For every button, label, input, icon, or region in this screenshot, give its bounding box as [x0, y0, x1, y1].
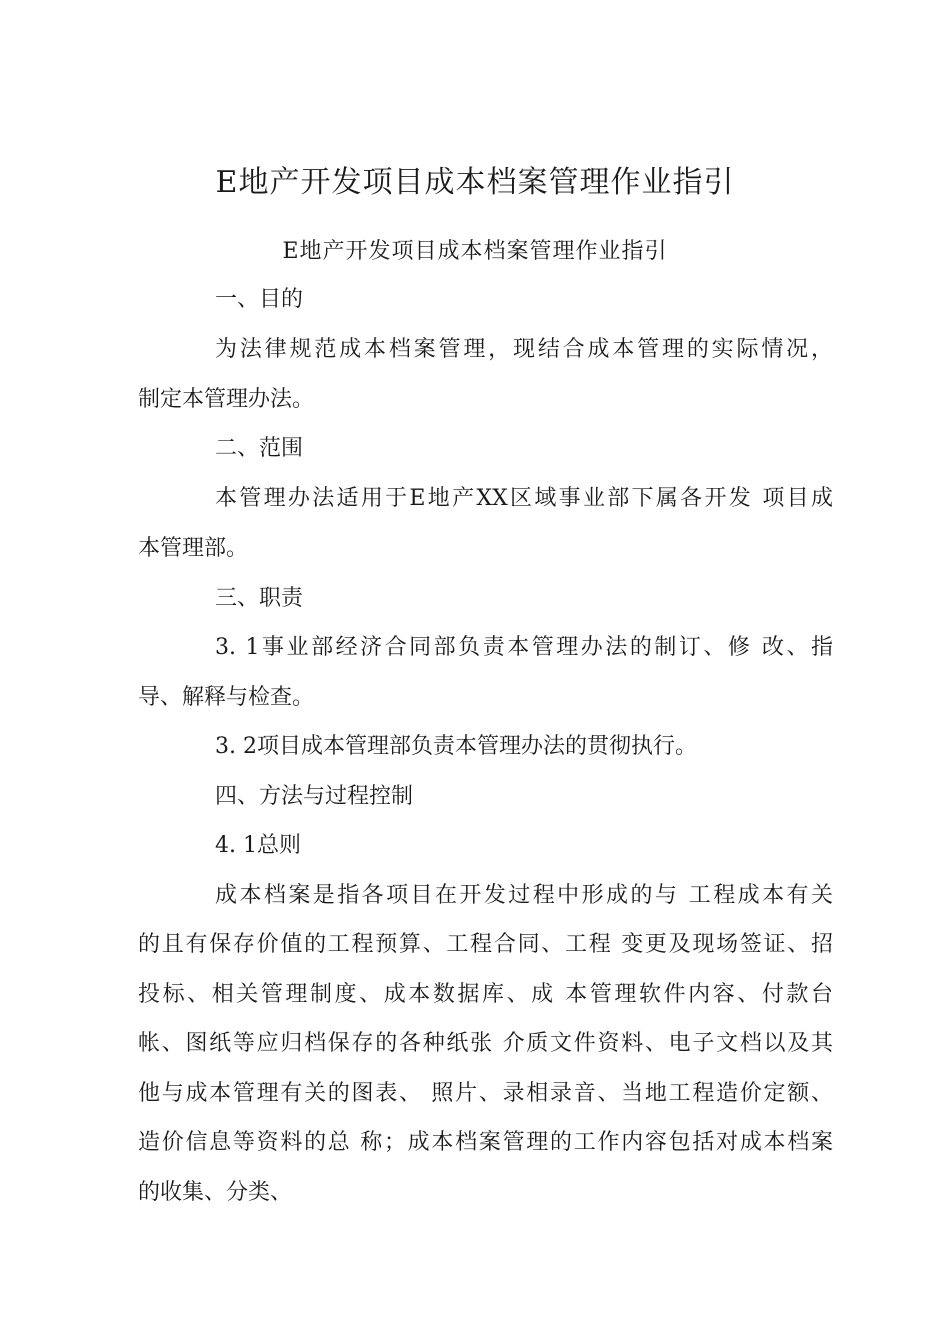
paragraph-line: 导、解释与检查。 [138, 685, 315, 710]
paragraph-line: 本管理办法适用于E地产XX区域事业部下属各开发 项目成 [215, 486, 833, 511]
section-heading-duties: 三、职责 [215, 586, 304, 611]
paragraph-line: 为法律规范成本档案管理，现结合成本管理的实际情况， [215, 337, 833, 362]
paragraph-line: 投标、相关管理制度、成本数据库、成 本管理软件内容、付款台 [138, 982, 833, 1007]
paragraph-line: 他与成本管理有关的图表、 照片、录相录音、当地工程造价定额、 [138, 1081, 833, 1106]
section-heading-purpose: 一、目的 [215, 287, 304, 312]
paragraph-line: 制定本管理办法。 [138, 387, 315, 412]
paragraph-line: 成本档案是指各项目在开发过程中形成的与 工程成本有关 [215, 883, 833, 908]
document-subtitle: E地产开发项目成本档案管理作业指引 [282, 239, 668, 264]
paragraph-line: 本管理部。 [138, 536, 249, 561]
subsection-heading-general: 4. 1总则 [215, 833, 301, 858]
section-heading-scope: 二、范围 [215, 436, 304, 461]
document-title: E地产开发项目成本档案管理作业指引 [215, 165, 735, 200]
section-heading-method: 四、方法与过程控制 [215, 784, 414, 809]
paragraph-line: 3. 2项目成本管理部负责本管理办法的贯彻执行。 [215, 734, 697, 759]
paragraph-line: 的且有保存价值的工程预算、工程合同、工程 变更及现场签证、招 [138, 932, 833, 957]
paragraph-line: 造价信息等资料的总 称；成本档案管理的工作内容包括对成本档案 [138, 1130, 833, 1155]
paragraph-line: 帐、图纸等应归档保存的各种纸张 介质文件资料、电子文档以及其 [138, 1031, 833, 1056]
paragraph-line: 3. 1事业部经济合同部负责本管理办法的制订、修 改、指 [215, 635, 833, 660]
paragraph-line: 的收集、分类、 [138, 1180, 293, 1205]
